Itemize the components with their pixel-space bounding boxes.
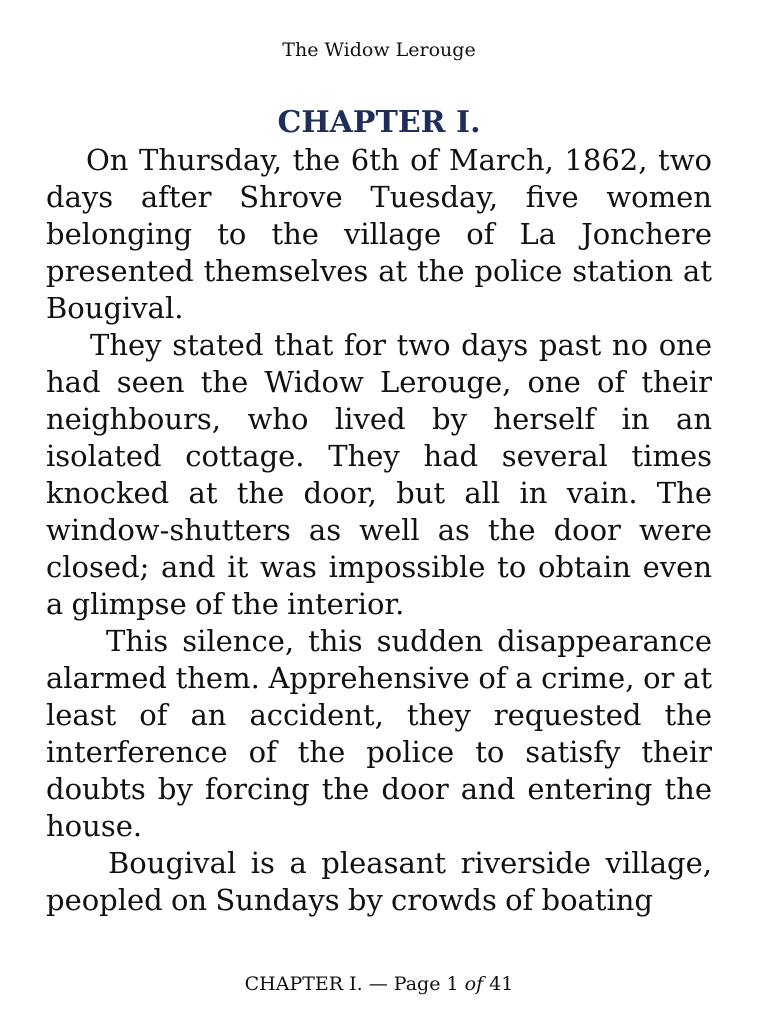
paragraph: This silence, this sudden disappearance alarmed them. Apprehensive of a crime, or at least of an accident, they requested the interference of the police to satisfy their doubts by forcing the door and entering the house. xyxy=(46,624,712,843)
page-footer xyxy=(0,972,758,996)
chapter-content xyxy=(46,104,712,919)
paragraph: On Thursday, the 6th of March, 1862, two days after Shrove Tuesday, five women belonging to the village of La Jonchere presented themselves at the police station at Bougival. xyxy=(46,143,712,325)
paragraph: They stated that for two days past no one had seen the Widow Lerouge, one of their neighbours, who lived by herself in an isolated cottage. They had several times knocked at the door, but all in vain. The window-shutters as well as the door were closed; and it was impossible to obtain even a glimpse of the interior. xyxy=(46,328,712,621)
chapter-title: CHAPTER I. xyxy=(277,105,481,140)
footer-current-page: 1 xyxy=(446,973,459,995)
running-header-book-title: The Widow Lerouge xyxy=(282,39,476,61)
footer-separator: — xyxy=(368,973,388,995)
footer-page-word: Page xyxy=(393,973,441,995)
paragraph: Bougival is a pleasant riverside village, peopled on Sundays by crowds of boating xyxy=(46,846,712,917)
footer-chapter-label: CHAPTER I. xyxy=(244,973,363,995)
footer-of-word: of xyxy=(464,973,484,995)
footer-total-pages: 41 xyxy=(489,973,514,995)
